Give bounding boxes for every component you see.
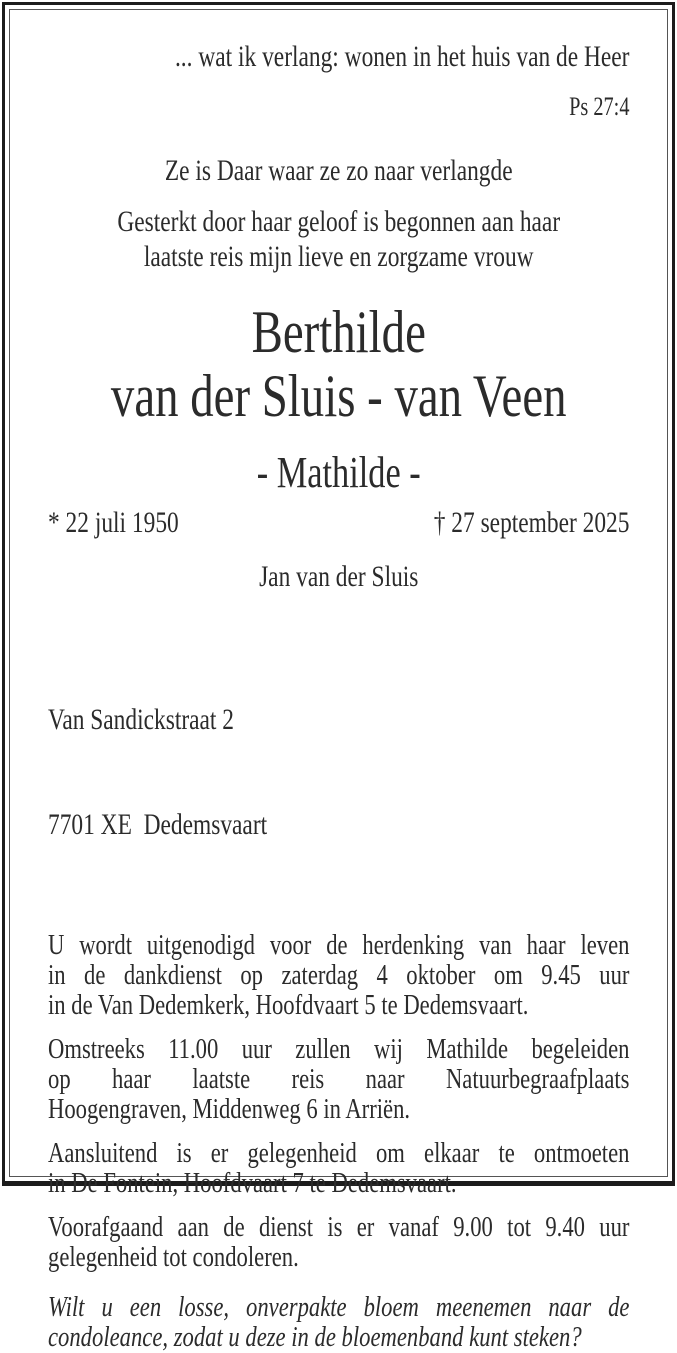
memorial-notice-inner-frame bbox=[9, 9, 668, 1353]
death-date: † 27 september 2025 bbox=[433, 506, 630, 539]
service-invitation-paragraph bbox=[48, 930, 629, 1020]
paragraph-line: gelegenheid tot condoleren. bbox=[48, 1241, 299, 1273]
scripture-reference: Ps 27:4 bbox=[569, 92, 630, 121]
birth-date: * 22 juli 1950 bbox=[48, 506, 179, 539]
flower-request-note bbox=[48, 1292, 629, 1352]
deceased-call-name: - Mathilde - bbox=[256, 448, 421, 497]
gathering-paragraph bbox=[48, 1138, 629, 1198]
memorial-notice-content bbox=[48, 10, 629, 1352]
paragraph-line: in De Fontein, Hoofdvaart 7 te Dedemsvaart. bbox=[48, 1167, 457, 1199]
correspondence-address bbox=[48, 632, 629, 912]
closing-note-line: Wilt u een losse, onverpakte bloem meenemen naar de bbox=[48, 1291, 630, 1323]
intro-line-2: Gesterkt door haar geloof is begonnen aan haar bbox=[117, 205, 561, 238]
deceased-family-name: van der Sluis - van Veen bbox=[110, 363, 567, 429]
intro-line-3: laatste reis mijn lieve en zorgzame vrouw bbox=[143, 240, 534, 273]
deceased-first-name: Berthilde bbox=[251, 299, 426, 365]
relative-name: Jan van der Sluis bbox=[259, 560, 419, 593]
address-street: Van Sandickstraat 2 bbox=[48, 703, 234, 736]
paragraph-line: Voorafgaand aan de dienst is er vanaf 9.00 tot 9.40 uur bbox=[48, 1211, 630, 1243]
address-postal-city: 7701 XE Dedemsvaart bbox=[48, 808, 268, 841]
intro-block bbox=[48, 204, 629, 274]
paragraph-line: in de dankdienst op zaterdag 4 oktober om 9.45 uur bbox=[48, 959, 630, 991]
condolence-paragraph bbox=[48, 1212, 629, 1272]
paragraph-line: Aansluitend is er gelegenheid om elkaar te ontmoeten bbox=[48, 1137, 630, 1169]
paragraph-line: in de Van Dedemkerk, Hoofdvaart 5 te Dedemsvaart. bbox=[48, 989, 529, 1021]
burial-paragraph bbox=[48, 1034, 629, 1124]
scripture-quote: ... wat ik verlang: wonen in het huis van de Heer bbox=[174, 40, 630, 73]
paragraph-line: Omstreeks 11.00 uur zullen wij Mathilde begeleiden bbox=[48, 1033, 630, 1065]
paragraph-line: U wordt uitgenodigd voor de herdenking van haar leven bbox=[48, 929, 630, 961]
paragraph-line: Hoogengraven, Middenweg 6 in Arriën. bbox=[48, 1093, 411, 1125]
closing-note-line: condoleance, zodat u deze in de bloemenband kunt steken? bbox=[48, 1321, 582, 1353]
life-dates-row bbox=[48, 506, 629, 540]
paragraph-line: op haar laatste reis naar Natuurbegraafplaats bbox=[48, 1063, 630, 1095]
intro-line-1: Ze is Daar waar ze zo naar verlangde bbox=[164, 154, 513, 187]
memorial-notice-outer-frame bbox=[2, 2, 675, 1353]
